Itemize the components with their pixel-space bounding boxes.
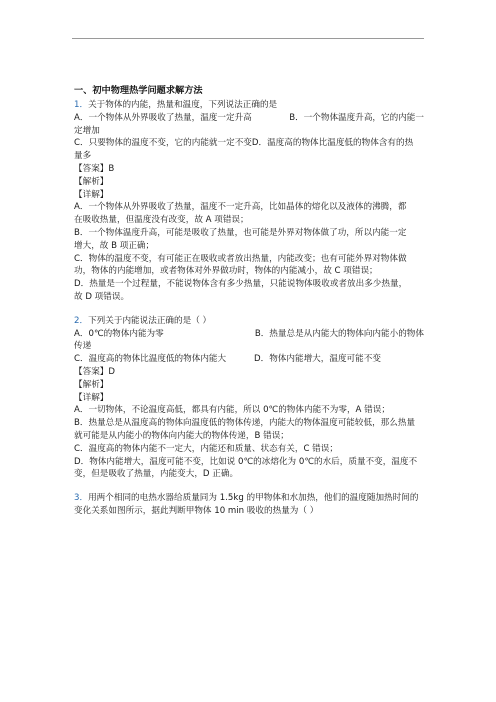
question-1-option-d-cont: 量多	[74, 151, 92, 162]
question-2-option-a: A．0℃的物体内能为零	[74, 328, 164, 339]
question-2-text: 下列关于内能说法正确的是（ ）	[88, 315, 212, 326]
question-1-explanation-7: D．热量是一个过程量，不能说物体含有多少热量，只能说物体吸收或者放出多少热量，	[74, 279, 408, 290]
header-rule	[72, 38, 424, 39]
question-1-explanation-5: C．物体的温度不变，有可能正在吸收或者放出热量，内能改变；也有可能外界对物体做	[74, 253, 407, 264]
question-1-options-ab	[74, 112, 424, 125]
question-2-options-ab	[74, 328, 424, 341]
question-1-option-b-cont: 定增加	[74, 125, 100, 136]
question-1-explanation-6: 功，物体的内能增加，或者物体对外界做功时，物体的内能减小，故 C 项错误；	[74, 266, 378, 277]
question-1-explanation-4: 增大，故 B 项正确；	[74, 240, 155, 251]
question-2-explanation-5: D．物体内能增大，温度可能不变，比如说 0℃的冰熔化为 0℃的水后，质量不变，温度不	[74, 456, 418, 467]
question-2-option-b: B．热量总是从内能大的物体向内能小的物体	[254, 328, 424, 339]
document-content	[74, 84, 424, 518]
question-1-text: 关于物体的内能，热量和温度，下列说法正确的是	[88, 100, 278, 110]
question-1-stem	[74, 99, 424, 112]
question-2-analysis-label: 【解析】	[74, 379, 109, 390]
question-2-stem	[74, 315, 424, 328]
question-1-explanation-1: A．一个物体从外界吸收了热量，温度不一定升高，比如晶体的熔化以及液体的沸腾，都	[74, 202, 407, 213]
question-2-explanation-3: 就可能是从内能小的物体向内能大的物体传递，B 错误；	[74, 430, 289, 441]
question-3-stem	[74, 492, 424, 505]
question-2-options-cd	[74, 353, 424, 366]
question-1-option-cd: C．只要物体的温度不变，它的内能就一定不变D．温度高的物体比温度低的物体含有的热	[74, 138, 414, 149]
question-2-option-b-cont: 传递	[74, 341, 92, 352]
question-3-text-2: 变化关系如图所示，据此判断甲物体 10 min 吸收的热量为（ ）	[74, 505, 319, 516]
question-1-option-a: A．一个物体从外界吸收了热量，温度一定升高	[74, 112, 252, 123]
question-1-option-b: B．一个物体温度升高，它的内能一	[289, 112, 424, 123]
question-2-number: 2．	[74, 315, 89, 326]
question-2-answer: 【答案】D	[74, 366, 115, 377]
question-2-explanation-6: 变，但是吸收了热量，内能变大，D 正确。	[74, 469, 239, 480]
question-2-detail-label: 【详解】	[74, 392, 109, 403]
question-2-explanation-1: A．一切物体，不论温度高低，都具有内能，所以 0℃的物体内能不为零，A 错误；	[74, 405, 390, 416]
question-1-detail-label: 【详解】	[74, 189, 109, 200]
question-1-number: 1．	[74, 100, 89, 110]
question-2-explanation-4: C．温度高的物体内能不一定大，内能还和质量、状态有关，C 错误；	[74, 443, 338, 454]
question-1-answer: 【答案】B	[74, 163, 115, 174]
question-1-explanation-8: 故 D 项错误。	[74, 291, 130, 302]
question-2-explanation-2: B．热量总是从温度高的物体向温度低的物体传递，内能大的物体温度可能较低，那么热量	[74, 418, 416, 429]
section-title: 一、初中物理热学问题求解方法	[74, 85, 203, 96]
question-1-explanation-3: B．一个物体温度升高，可能是吸收了热量，也可能是外界对物体做了功，所以内能一定	[74, 227, 407, 238]
question-1-explanation-2: 在吸收热量，但温度没有改变，故 A 项错误；	[74, 215, 249, 226]
question-3-text-1: 用两个相同的电热水器给质量同为 1.5kg 的甲物体和水加热，他们的温度随加热时间的	[88, 493, 419, 504]
question-2-option-c: C．温度高的物体比温度低的物体内能大	[74, 354, 227, 365]
question-2-option-d: D．物体内能增大，温度可能不变	[254, 354, 381, 365]
question-3-number: 3．	[74, 493, 89, 504]
question-1-analysis-label: 【解析】	[74, 176, 109, 187]
